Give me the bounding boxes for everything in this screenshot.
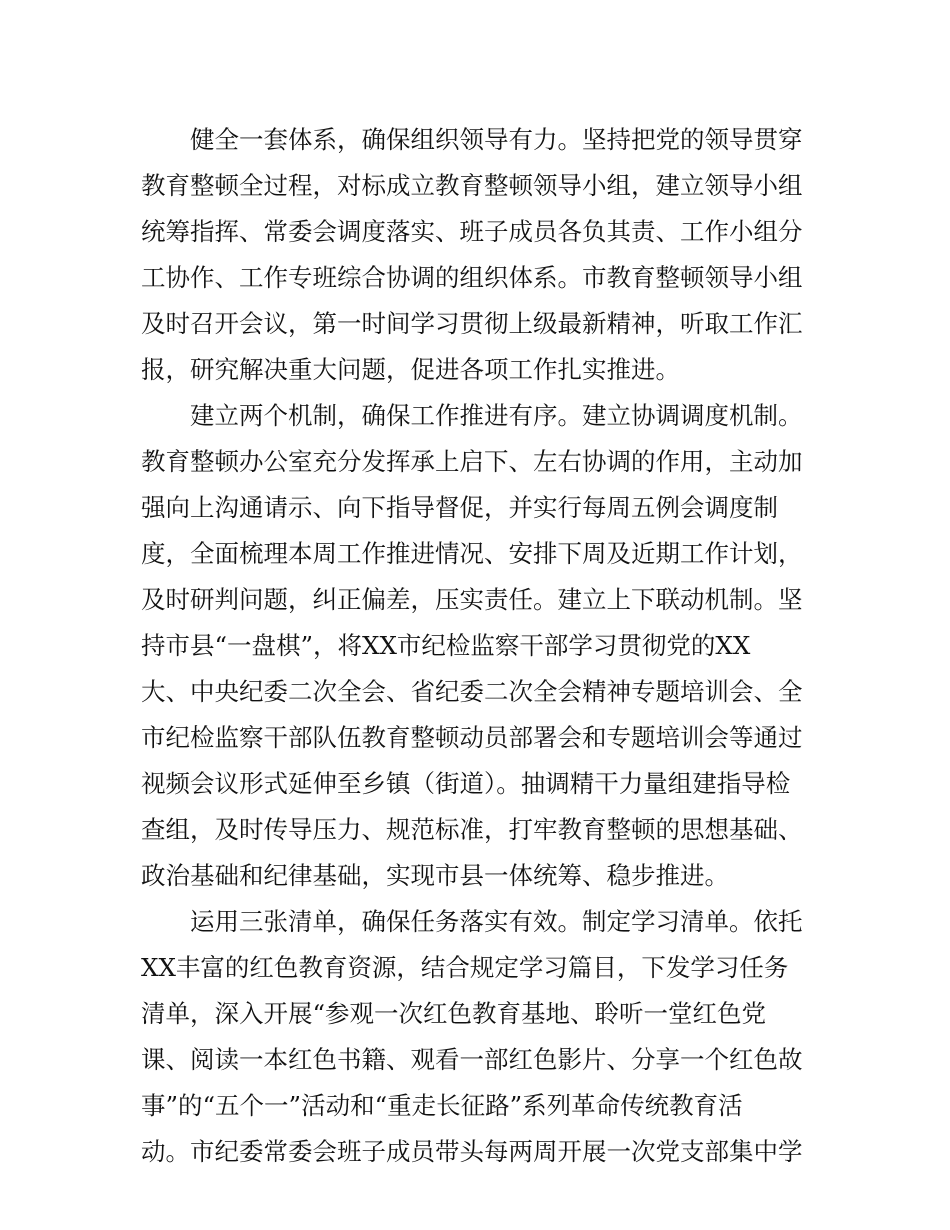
paragraph-3-line-4: 课、阅读一本红色书籍、观看一部红色影片、分享一个红色故 (141, 1045, 803, 1074)
paragraph-3-line-5: 事”的“五个一”活动和“重走长征路”系列革命传统教育活 (141, 1091, 743, 1120)
paragraph-1-line-6: 报，研究解决重大问题，促进各项工作扎实推进。 (141, 355, 680, 384)
paragraph-3-line-2: XX丰富的红色教育资源，结合规定学习篇目，下发学习任务 (141, 953, 789, 982)
paragraph-2-line-1: 建立两个机制，确保工作推进有序。建立协调调度机制。 (190, 401, 803, 430)
paragraph-3-line-1: 运用三张清单，确保任务落实有效。制定学习清单。依托 (190, 907, 803, 936)
paragraph-3-line-6: 动。市纪委常委会班子成员带头每两周开展一次党支部集中学 (141, 1137, 803, 1166)
paragraph-2-line-8: 市纪检监察干部队伍教育整顿动员部署会和专题培训会等通过 (141, 723, 803, 752)
paragraph-1-line-3: 统筹指挥、常委会调度落实、班子成员各负其责、工作小组分 (141, 217, 803, 246)
paragraph-1-line-5: 及时召开会议，第一时间学习贯彻上级最新精神，听取工作汇 (141, 309, 803, 338)
paragraph-2-line-5: 及时研判问题，纠正偏差，压实责任。建立上下联动机制。坚 (141, 585, 803, 614)
paragraph-1-line-1: 健全一套体系，确保组织领导有力。坚持把党的领导贯穿 (190, 125, 803, 154)
paragraph-2-line-4: 度，全面梳理本周工作推进情况、安排下周及近期工作计划， (141, 539, 803, 568)
paragraph-1-line-4: 工协作、工作专班综合协调的组织体系。市教育整顿领导小组 (141, 263, 803, 292)
paragraph-2-line-7: 大、中央纪委二次全会、省纪委二次全会精神专题培训会、全 (141, 677, 803, 706)
paragraph-3-line-3: 清单，深入开展“参观一次红色教育基地、聆听一堂红色党 (141, 999, 767, 1028)
paragraph-1-line-2: 教育整顿全过程，对标成立教育整顿领导小组，建立领导小组 (141, 171, 803, 200)
paragraph-2-line-9: 视频会议形式延伸至乡镇（街道）。抽调精干力量组建指导检 (141, 769, 791, 798)
paragraph-2-line-2: 教育整顿办公室充分发挥承上启下、左右协调的作用，主动加 (141, 447, 803, 476)
paragraph-2-line-6: 持市县“一盘棋”，将XX市纪检监察干部学习贯彻党的XX (141, 631, 751, 660)
paragraph-2-line-11: 政治基础和纪律基础，实现市县一体统筹、稳步推进。 (141, 861, 729, 890)
paragraph-2-line-10: 查组，及时传导压力、规范标准，打牢教育整顿的思想基础、 (141, 815, 803, 844)
paragraph-2-line-3: 强向上沟通请示、向下指导督促，并实行每周五例会调度制 (141, 493, 778, 522)
